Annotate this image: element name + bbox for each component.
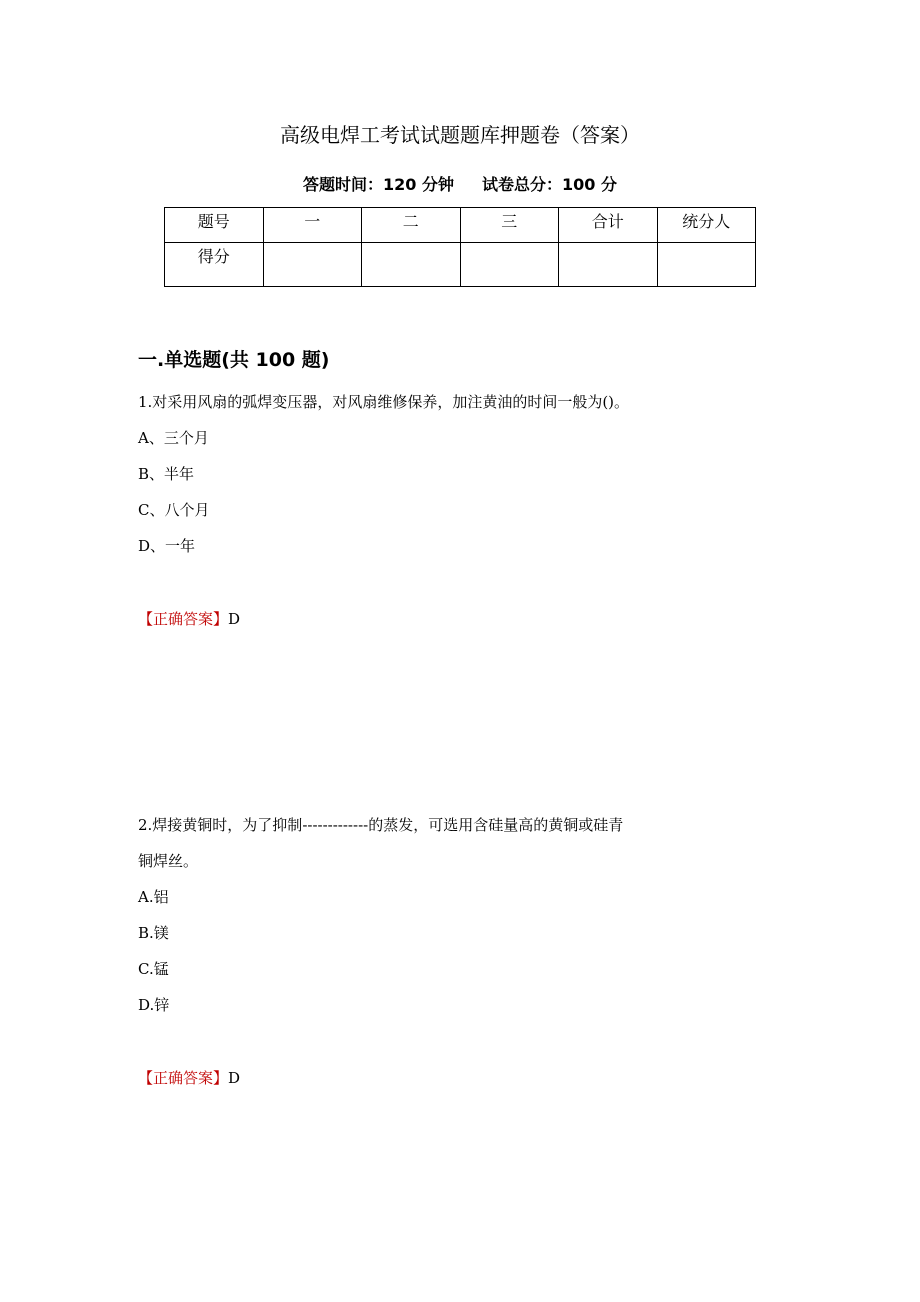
section-title: 一.单选题(共 100 题)	[138, 349, 330, 371]
score-cell	[263, 243, 362, 287]
question-stem: 2.焊接黄铜时，为了抑制-------------的蒸发，可选用含硅量高的黄铜或硅青	[138, 816, 624, 834]
answer-label: 【正确答案】	[138, 610, 229, 628]
score-table-header: 统分人	[657, 208, 756, 243]
score-table-header: 三	[460, 208, 559, 243]
question-option: D.锌	[138, 996, 170, 1014]
score-row-label: 得分	[165, 243, 264, 287]
exam-info	[0, 173, 920, 197]
score-cell	[460, 243, 559, 287]
answer-value: D	[228, 1069, 241, 1087]
question-option: C.锰	[138, 960, 169, 978]
question-option: A、三个月	[138, 429, 209, 447]
score-table-header: 合计	[559, 208, 658, 243]
answer-label: 【正确答案】	[138, 1069, 229, 1087]
answer-value: D	[228, 610, 241, 628]
total-score: 试卷总分：100 分	[482, 175, 617, 194]
question-stem-continued: 铜焊丝。	[138, 852, 199, 870]
correct-answer	[138, 606, 240, 632]
question-option: A.铝	[138, 888, 169, 906]
document-title: 高级电焊工考试试题题库押题卷（答案）	[280, 123, 640, 147]
question-option: B.镁	[138, 924, 169, 942]
exam-time: 答题时间：120 分钟	[303, 175, 454, 194]
question-option: B、半年	[138, 465, 195, 483]
question-option: C、八个月	[138, 501, 210, 519]
score-cell	[657, 243, 756, 287]
score-cell	[362, 243, 461, 287]
question-stem: 1.对采用风扇的弧焊变压器，对风扇维修保养，加注黄油的时间一般为()。	[138, 393, 630, 411]
score-cell	[559, 243, 658, 287]
score-table	[164, 207, 756, 287]
score-table-header-row	[165, 208, 756, 243]
question-option: D、一年	[138, 537, 196, 555]
correct-answer	[138, 1065, 240, 1091]
score-table-header: 题号	[165, 208, 264, 243]
score-table-header: 二	[362, 208, 461, 243]
score-table-header: 一	[263, 208, 362, 243]
score-table-score-row	[165, 243, 756, 287]
